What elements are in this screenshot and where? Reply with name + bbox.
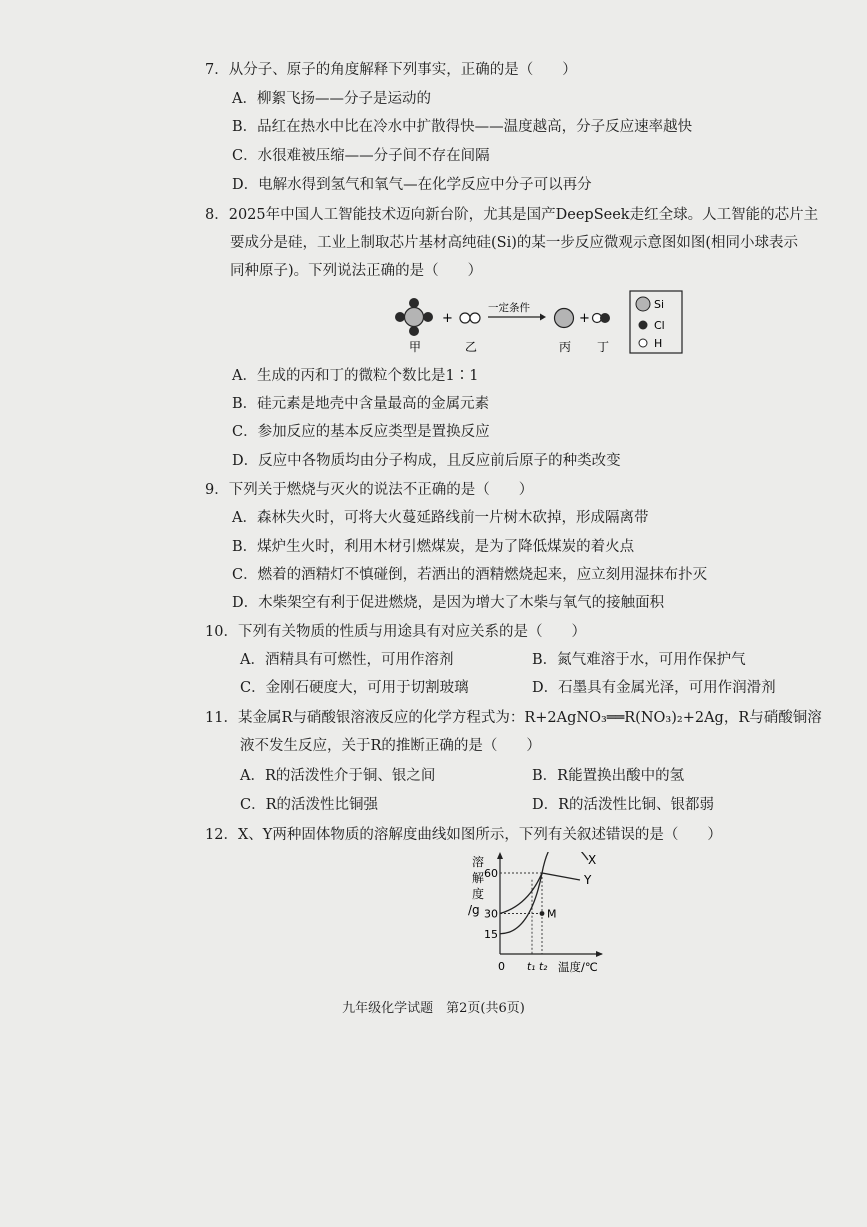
label-bing: 丙 (559, 340, 572, 354)
q7-option-c: C．水很难被压缩——分子间不存在间隔 (232, 148, 490, 164)
reaction-diagram (388, 290, 688, 360)
series-y-label: Y (584, 873, 592, 887)
q7-option-a: A．柳絮飞扬——分子是运动的 (232, 91, 431, 107)
q11-option-d: D．R的活泼性比铜、银都弱 (532, 797, 715, 813)
y-label-char-3: 度 (472, 887, 485, 901)
q12-stem: 12．X、Y两种固体物质的溶解度曲线如图所示，下列有关叙述错误的是（ ） (205, 827, 722, 843)
legend-h: H (654, 337, 663, 350)
origin-label: 0 (498, 960, 505, 973)
x-tick-t2: t₂ (539, 961, 548, 973)
point-m (540, 911, 545, 916)
plus-sign-2: + (579, 311, 590, 326)
q7-stem: 7．从分子、原子的角度解释下列事实，正确的是（ ） (205, 62, 577, 78)
molecule-ding (593, 313, 611, 323)
legend-si: Si (654, 298, 665, 311)
q8-option-a: A．生成的丙和丁的微粒个数比是1∶1 (232, 368, 479, 384)
q9-option-a: A．森林失火时，可将大火蔓延路线前一片树木砍掉，形成隔离带 (232, 510, 649, 526)
molecule-yi (460, 313, 480, 323)
q8-option-d: D．反应中各物质均由分子构成，且反应前后原子的种类改变 (232, 453, 621, 469)
q11-option-c: C．R的活泼性比铜强 (240, 797, 379, 813)
q8-stem-line2: 要成分是硅，工业上制取芯片基材高纯硅(Si)的某一步反应微观示意图如图(相同小球表示 (230, 235, 799, 251)
q11-option-a: A．R的活泼性介于铜、银之间 (240, 768, 436, 784)
page-footer: 九年级化学试题 第2页(共6页) (342, 1001, 525, 1016)
label-yi: 乙 (465, 340, 478, 354)
q9-option-c: C．燃着的酒精灯不慎碰倒，若洒出的酒精燃烧起来，应立刻用湿抹布扑灭 (232, 567, 708, 583)
series-x-label: X (588, 853, 597, 867)
series-y-line (500, 873, 580, 914)
q10-option-a: A．酒精具有可燃性，可用作溶剂 (240, 652, 454, 668)
q11-stem-line1: 11．某金属R与硝酸银溶液反应的化学方程式为：R+2AgNO₃══R(NO₃)₂+2Ag，R与硝酸铜溶 (205, 710, 822, 726)
solubility-chart (462, 852, 622, 980)
x-axis-arrow-icon (596, 951, 603, 957)
q9-option-b: B．煤炉生火时，利用木材引燃煤炭，是为了降低煤炭的着火点 (232, 539, 635, 555)
q8-option-c: C．参加反应的基本反应类型是置换反应 (232, 424, 490, 440)
reaction-arrow-icon (488, 314, 546, 321)
y-label-char-4: /g (468, 903, 480, 917)
q8-stem-line1: 8．2025年中国人工智能技术迈向新台阶，尤其是国产DeepSeek走红全球。人工智能的芯片主 (205, 207, 819, 223)
series-x-line (500, 852, 588, 934)
q11-stem-line2: 液不发生反应，关于R的推断正确的是（ ） (240, 738, 541, 754)
y-label-char-2: 解 (472, 871, 485, 885)
q11-option-b: B．R能置换出酸中的氢 (532, 768, 685, 784)
y-tick-30: 30 (484, 907, 498, 921)
q8-option-b: B．硅元素是地壳中含量最高的金属元素 (232, 396, 490, 412)
label-ding: 丁 (597, 340, 610, 354)
legend-cl: Cl (654, 319, 665, 332)
q10-option-b: B．氮气难溶于水，可用作保护气 (532, 652, 746, 668)
atom-legend (630, 291, 682, 353)
reaction-condition: 一定条件 (488, 302, 530, 314)
q7-option-b: B．品红在热水中比在冷水中扩散得快——温度越高，分子反应速率越快 (232, 119, 693, 135)
q7-option-d: D．电解水得到氢气和氧气—在化学反应中分子可以再分 (232, 177, 592, 193)
y-tick-15: 15 (484, 927, 498, 941)
molecule-bing (555, 309, 574, 328)
y-label-char-1: 溶 (472, 855, 485, 869)
y-tick-60: 60 (484, 867, 498, 880)
label-jia: 甲 (409, 340, 422, 354)
molecule-jia (395, 298, 433, 336)
q9-option-d: D．木柴架空有利于促进燃烧，是因为增大了木柴与氧气的接触面积 (232, 595, 665, 611)
q10-option-d: D．石墨具有金属光泽，可用作润滑剂 (532, 680, 776, 696)
q9-stem: 9．下列关于燃烧与灭火的说法不正确的是（ ） (205, 482, 534, 498)
x-tick-t1: t₁ (527, 961, 536, 973)
q10-option-c: C．金刚石硬度大，可用于切割玻璃 (240, 680, 469, 696)
x-axis-label: 温度/℃ (558, 960, 598, 974)
q10-stem: 10．下列有关物质的性质与用途具有对应关系的是（ ） (205, 624, 586, 640)
plus-sign-1: + (442, 311, 453, 326)
point-m-label: M (547, 907, 557, 921)
q8-stem-line3: 同种原子)。下列说法正确的是（ ） (230, 263, 483, 279)
y-axis-arrow-icon (497, 852, 503, 859)
